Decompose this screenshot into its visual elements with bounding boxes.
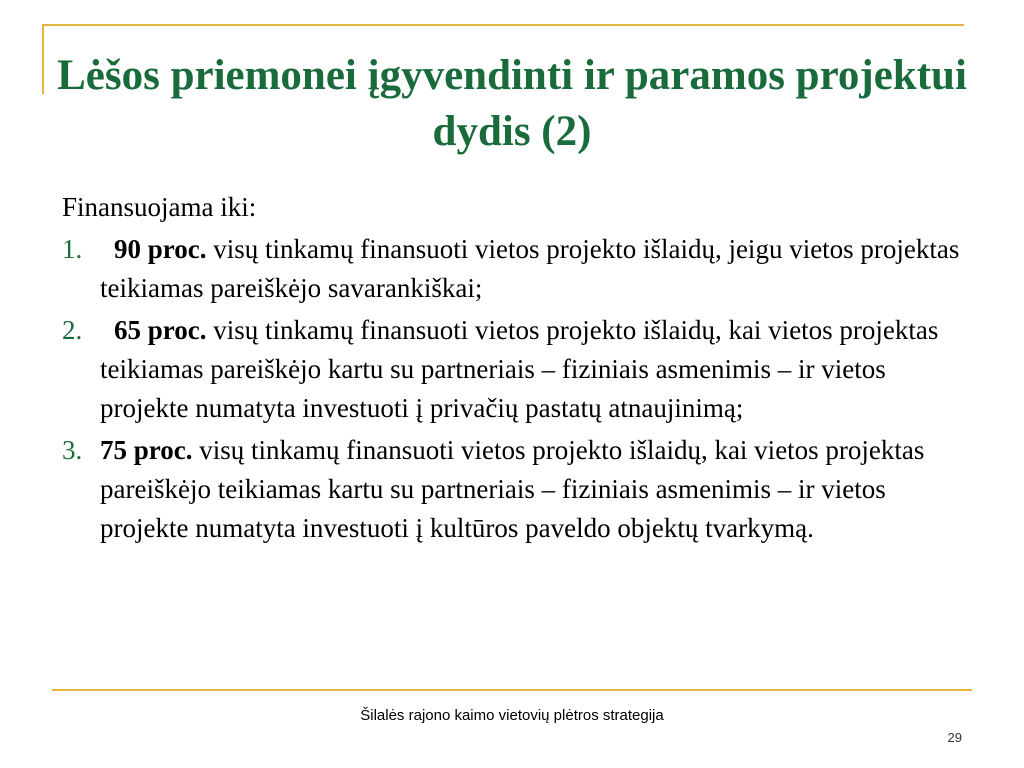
list-item-3 <box>62 431 967 548</box>
percentage-label: 65 proc. <box>114 315 207 345</box>
list-item-1 <box>62 230 967 308</box>
slide-title: Lėšos priemonei įgyvendinti ir paramos projektui dydis (2) <box>57 52 967 155</box>
percentage-label: 90 proc. <box>114 234 207 264</box>
list-number: 1. <box>62 234 83 264</box>
list-number: 3. <box>62 435 83 465</box>
footer-divider <box>52 689 972 691</box>
list-item-text: visų tinkamų finansuoti vietos projekto išlaidų, kai vietos projektas teikiamas pareiškėjo kartu su partneriais – fiziniais asmenimis – ir vietos projekte numatyta investuoti į privačių pastatų atnaujinimą; <box>100 315 939 423</box>
left-frame-line <box>42 24 44 94</box>
intro-text: Finansuojama iki: <box>62 192 257 222</box>
footer-text: Šilalės rajono kaimo vietovių plėtros strategija <box>360 707 664 724</box>
page-number: 29 <box>947 730 962 745</box>
slide-content <box>62 188 967 551</box>
percentage-label: 75 proc. <box>100 435 193 465</box>
list-number: 2. <box>62 315 83 345</box>
top-frame-line <box>42 24 964 26</box>
list-item-text: visų tinkamų finansuoti vietos projekto išlaidų, kai vietos projektas pareiškėjo teikiamas kartu su partneriais – fiziniais asmenimis – ir vietos projekte numatyta investuoti į kultūros paveldo objektų tvarkymą. <box>100 435 925 543</box>
list-item-2 <box>62 311 967 428</box>
list-item-text: visų tinkamų finansuoti vietos projekto išlaidų, jeigu vietos projektas teikiamas pareiškėjo savarankiškai; <box>100 234 960 303</box>
